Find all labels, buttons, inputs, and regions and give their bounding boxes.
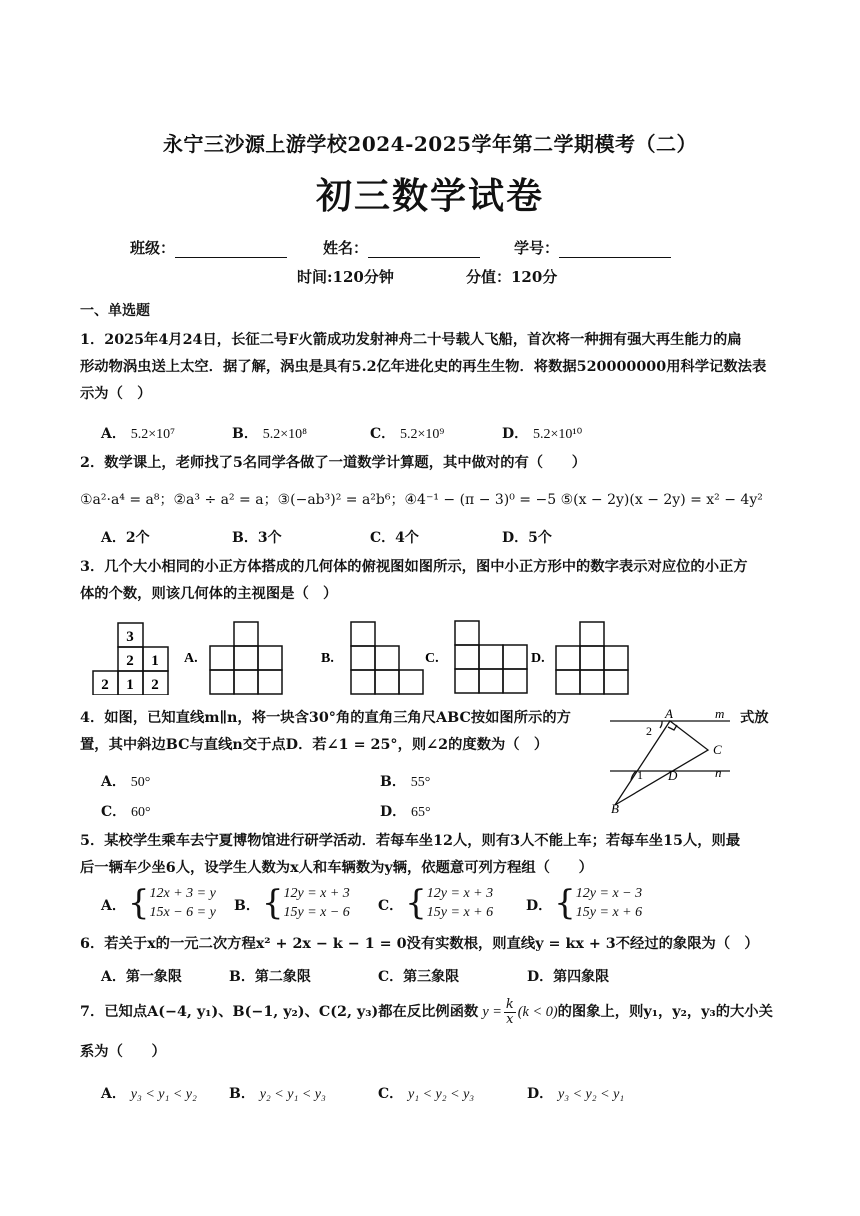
question-4 [80, 705, 610, 759]
q7-option-d[interactable]: D． y₃ < y₂ < y₁ [527, 1086, 625, 1102]
id-field [514, 237, 671, 258]
angle-1-label: 1 [637, 768, 643, 782]
q7-line1-end: 的图象上，则y₁，y₂，y₃的大小关 [557, 1004, 773, 1020]
q2-line1: 2．数学课上，老师找了5名同学各做了一道数学计算题，其中做对的有（ ） [80, 455, 586, 471]
question-2 [80, 450, 785, 477]
q7-option-c[interactable]: C． y₁ < y₂ < y₃ [378, 1086, 475, 1102]
q3-figures [78, 617, 648, 695]
q7-func-cond: (k < 0) [517, 1004, 558, 1020]
q4-line2: 置，其中斜边BC与直线n交于点D．若∠1 = 25°，则∠2的度数为（ ） [80, 737, 549, 753]
q3-option-d-label[interactable]: D. [531, 651, 545, 666]
q4-line1-end: 式放 [740, 710, 769, 726]
q5-option-c[interactable]: C． { 12y = x + 3 15y = x + 6 [378, 883, 494, 923]
class-label: 班级： [130, 239, 176, 257]
grid-cell: 1 [151, 653, 159, 669]
q6-line1: 6．若关于x的一元二次方程x² + 2x − k − 1 = 0没有实数根，则直线y = kx + 3不经过的象限为（ ） [80, 936, 759, 952]
q1-line3: 示为（ ） [80, 386, 152, 402]
angle-2-label: 2 [646, 724, 652, 738]
name-blank[interactable] [368, 242, 480, 258]
q7-fraction: $\frac{k}{x}$ [505, 997, 514, 1027]
question-5 [80, 828, 785, 882]
question-6 [80, 931, 785, 958]
q2-option-a[interactable]: A．2个 [101, 530, 150, 546]
q5-line2: 后一辆车少坐6人，设学生人数为x人和车辆数为y辆，依题意可列方程组（ ） [80, 860, 593, 876]
class-field [130, 237, 287, 258]
grid-cell: 2 [151, 677, 159, 693]
point-d-label: D [668, 768, 678, 783]
school-title: 永宁三沙源上游学校2024-2025学年第二学期模考（二） [162, 132, 698, 156]
q7-func-y: y = [482, 1004, 502, 1020]
q4-option-d[interactable]: D． 65° [380, 804, 431, 820]
angle-1-arc [631, 771, 636, 780]
q3-option-a-label[interactable]: A. [184, 651, 198, 666]
line-n-label: n [715, 765, 722, 780]
id-blank[interactable] [559, 242, 671, 258]
q5-option-d[interactable]: D． { 12y = x − 3 15y = x + 6 [526, 883, 643, 923]
name-label: 姓名： [323, 239, 369, 257]
q7-line1-start: 7．已知点A(−4, y₁)、B(−1, y₂)、C(2, y₃)都在反比例函数 [80, 1004, 479, 1020]
grid-cell: 3 [126, 629, 134, 645]
grid-cell: 2 [126, 653, 134, 669]
exam-score: 分值：120分 [466, 268, 558, 286]
id-label: 学号： [514, 239, 560, 257]
point-a-label: A [665, 706, 673, 721]
grid-cell: 1 [126, 677, 134, 693]
q1-line1: 1．2025年4月24日，长征二号F火箭成功发射神舟二十号载人飞船，首次将一种拥有强大再生能力的扁 [80, 332, 742, 348]
line-m-label: m [715, 706, 725, 721]
point-c-label: C [713, 742, 722, 757]
q2-option-c[interactable]: C．4个 [370, 530, 419, 546]
q6-option-c[interactable]: C．第三象限 [378, 969, 460, 985]
q2-option-d[interactable]: D．5个 [502, 530, 552, 546]
q2-line2: ①a²·a⁴ = a⁸；②a³ ÷ a² = a；③(−ab³)² = a²b⁶；④4⁻¹ − (π − 3)⁰ = −5 ⑤(x − 2y)(x − 2y) = x² − 4y² [80, 492, 763, 508]
q3-line1: 3．几个大小相同的小正方体搭成的几何体的俯视图如图所示，图中小正方形中的数字表示对应位的小正方 [80, 559, 748, 575]
exam-time: 时间:120分钟 [297, 268, 394, 286]
q6-option-d[interactable]: D．第四象限 [527, 969, 610, 985]
option-c-view [455, 621, 527, 693]
q5-option-a[interactable]: A． { 12x + 3 = y 15x − 6 = y [101, 883, 216, 923]
q4-line1: 4．如图，已知直线m∥n，将一块含30°角的直角三角尺ABC按如图所示的方 [80, 710, 571, 726]
q1-option-c[interactable]: C． 5.2×10⁹ [370, 426, 445, 442]
q3-option-c-label[interactable]: C. [425, 651, 439, 666]
q4-option-c[interactable]: C． 60° [101, 804, 151, 820]
option-b-view [351, 622, 423, 694]
q6-option-b[interactable]: B．第二象限 [229, 969, 311, 985]
q3-line2: 体的个数，则该几何体的主视图是（ ） [80, 586, 338, 602]
q1-line2: 形动物涡虫送上太空．据了解，涡虫是具有5.2亿年进化史的再生生物．将数据520000000用科学记数法表 [80, 359, 767, 375]
q1-option-d[interactable]: D． 5.2×10¹⁰ [502, 426, 583, 442]
section-heading: 一、单选题 [80, 303, 150, 319]
option-a-view [210, 622, 282, 694]
q7-option-a[interactable]: A． y₃ < y₁ < y₂ [101, 1086, 197, 1102]
q5-option-b[interactable]: B． { 12y = x + 3 15y = x − 6 [234, 883, 350, 923]
question-1 [80, 327, 785, 408]
q4-option-a[interactable]: A． 50° [101, 774, 151, 790]
q1-option-b[interactable]: B． 5.2×10⁸ [232, 426, 307, 442]
q5-line1: 5．某校学生乘车去宁夏博物馆进行研学活动．若每车坐12人，则有3人不能上车；若每车坐15人，则最 [80, 833, 741, 849]
triangle-abc [615, 721, 708, 805]
question-7 [80, 998, 785, 1027]
q7-line2: 系为（ ） [80, 1044, 166, 1060]
question-3 [80, 554, 785, 608]
q4-figure [605, 703, 735, 815]
q6-option-a[interactable]: A．第一象限 [101, 969, 182, 985]
q4-option-b[interactable]: B． 55° [380, 774, 431, 790]
q2-option-b[interactable]: B．3个 [232, 530, 282, 546]
exam-title: 初三数学试卷 [315, 175, 544, 217]
q1-option-a[interactable]: A． 5.2×10⁷ [101, 426, 176, 442]
q7-option-b[interactable]: B． y₂ < y₁ < y₃ [229, 1086, 326, 1102]
angle-2-arc [660, 721, 662, 728]
name-field [323, 237, 480, 258]
grid-cell: 2 [101, 677, 109, 693]
option-d-view [556, 622, 628, 694]
class-blank[interactable] [175, 242, 287, 258]
point-b-label: B [611, 801, 619, 815]
q3-option-b-label[interactable]: B. [321, 651, 334, 666]
